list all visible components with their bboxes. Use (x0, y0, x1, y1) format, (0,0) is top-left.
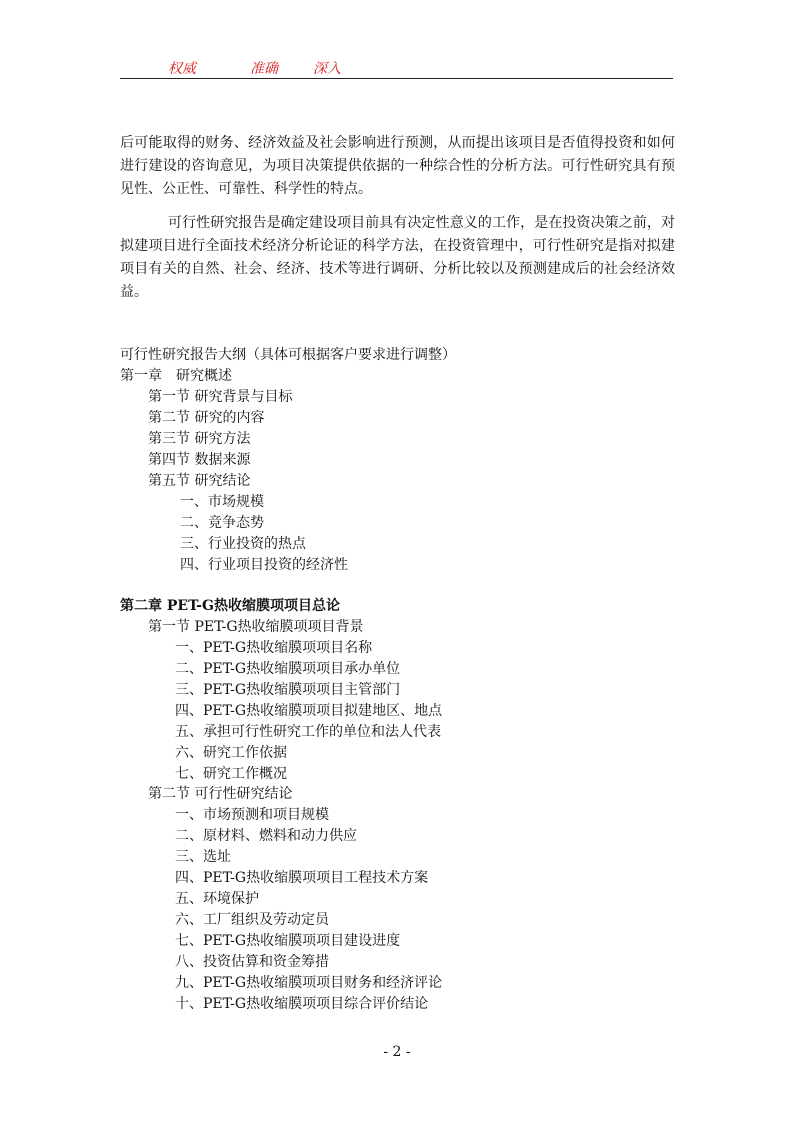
intro-paragraph-2: 可行性研究报告是确定建设项目前具有决定性意义的工作，是在投资决策之前，对拟建项目进行全面技术经济分析论证的科学方法，在投资管理中，可行性研究是指对拟建项目有关的自然、社会、经济、技术等进行调研、分析比较以及预测建成后的社会经济效益。 (120, 215, 675, 300)
header-item-deep: 深入 (313, 61, 341, 77)
item-line: 三、选址 (175, 849, 231, 865)
page-number: - 2 - (383, 1044, 411, 1060)
chapter-heading: 第一章 研究概述 (120, 368, 232, 384)
item-line: 一、PET-G热收缩膜项项目名称 (175, 640, 373, 656)
section-line: 第四节 数据来源 (148, 452, 251, 468)
item-line: 七、PET-G热收缩膜项项目建设进度 (175, 933, 401, 949)
item-line: 六、工厂组织及劳动定员 (175, 912, 329, 928)
section-line: 第二节 研究的内容 (148, 410, 265, 426)
item-line: 一、市场规模 (180, 494, 264, 510)
item-line: 七、研究工作概况 (175, 766, 287, 782)
section-line: 第二节 可行性研究结论 (148, 786, 293, 802)
item-line: 二、原材料、燃料和动力供应 (175, 828, 357, 844)
item-line: 四、PET-G热收缩膜项项目拟建地区、地点 (175, 703, 443, 719)
item-line: 二、竞争态势 (180, 515, 264, 531)
item-line: 五、环境保护 (175, 891, 259, 907)
section-line: 第一节 PET-G热收缩膜项项目背景 (148, 619, 364, 635)
item-line: 四、行业项目投资的经济性 (180, 557, 348, 573)
section-line: 第三节 研究方法 (148, 431, 251, 447)
item-line: 三、行业投资的热点 (180, 536, 306, 552)
header-item-authority: 权威 (168, 61, 196, 77)
header-item-accurate: 准确 (250, 61, 278, 77)
item-line: 八、投资估算和资金筹措 (175, 954, 329, 970)
section-line: 第一节 研究背景与目标 (148, 389, 293, 405)
item-line: 三、PET-G热收缩膜项项目主管部门 (175, 682, 401, 698)
item-line: 五、承担可行性研究工作的单位和法人代表 (175, 724, 441, 740)
chapter-heading: 第二章 PET-G热收缩膜项项目总论 (120, 598, 340, 614)
item-line: 一、市场预测和项目规模 (175, 807, 329, 823)
item-line: 六、研究工作依据 (175, 745, 287, 761)
intro-paragraph-1: 后可能取得的财务、经济效益及社会影响进行预测，从而提出该项目是否值得投资和如何进行建设的咨询意见，为项目决策提供依据的一种综合性的分析方法。可行性研究具有预见性、公正性、可靠性、科学性的特点。 (120, 135, 675, 197)
outline-title: 可行性研究报告大纲（具体可根据客户要求进行调整） (120, 347, 456, 363)
section-line: 第五节 研究结论 (148, 473, 251, 489)
item-line: 二、PET-G热收缩膜项项目承办单位 (175, 661, 401, 677)
item-line: 十、PET-G热收缩膜项项目综合评价结论 (175, 996, 429, 1012)
page-header (120, 56, 673, 79)
item-line: 四、PET-G热收缩膜项项目工程技术方案 (175, 870, 429, 886)
item-line: 九、PET-G热收缩膜项项目财务和经济评论 (175, 975, 443, 991)
